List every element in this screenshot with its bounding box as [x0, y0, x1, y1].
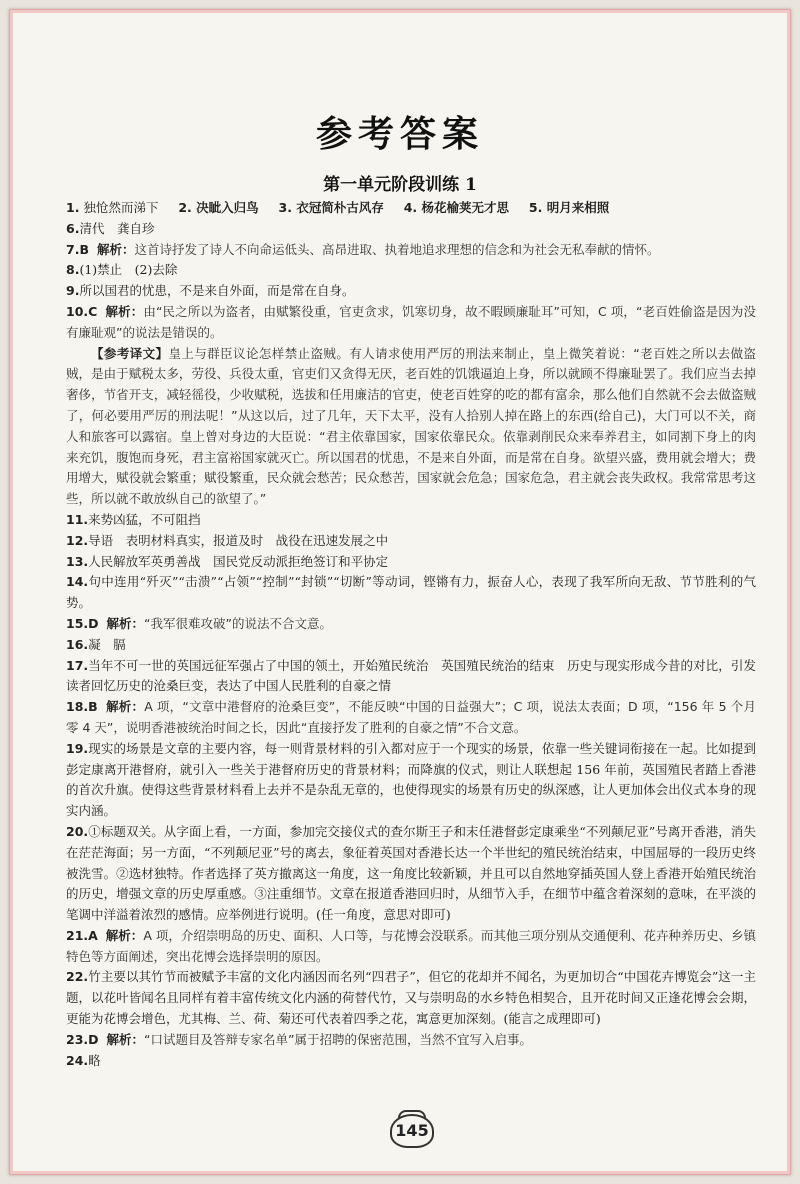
- answer-item: [66, 1030, 756, 1051]
- item-number: 23.: [66, 1031, 89, 1047]
- answer-text: A 项，介绍崇明岛的历史、面积、人口等，与花博会没联系。而其他三项分别从交通便利、花卉种养历史、乡镇特色等方面阐述，突出花博会选择崇明的原因。: [66, 927, 756, 964]
- item-number: 10.: [66, 303, 89, 319]
- item-number: 18.: [66, 699, 89, 715]
- answer-item: [66, 198, 756, 219]
- analysis-label: 解析：: [106, 699, 145, 715]
- answer-item: [66, 656, 756, 698]
- answer-item: [66, 302, 756, 344]
- answer-text: (1)禁止 (2)去除: [79, 262, 178, 278]
- answer-text: 略: [88, 1052, 101, 1068]
- answer-text: “口试题目及答辩专家名单”属于招聘的保密范围，当然不宜写入启事。: [144, 1031, 532, 1047]
- answer-text: ①标题双关。从字面上看，一方面，参加完交接仪式的查尔斯王子和末任港督彭定康乘坐“不列颠尼亚”号离开香港，消失在茫茫海面；另一方面，“不列颠尼亚”号的离去，象征着英国对香港长达一个半世纪的殖民统治结束，中国屈辱的一段历史终被洗雪。②选材独特。作者选择了英方撤离这一角度，这一角度比较新颖，并且可以自然地穿插英国人登上香港开始殖民统治的历史，增强文章的历史厚重感。③注重细节。文章在报道香港回归时，从细节入手，在细节中蕴含着深刻的意味，在平淡的笔调中洋溢着浓烈的感情。应举例进行说明。(任一角度，意思对即可): [66, 823, 756, 923]
- item-number: 14.: [66, 574, 89, 590]
- answer-choice: D: [88, 615, 99, 631]
- translation-paragraph: [66, 344, 756, 510]
- answer-text: 来势凶猛，不可阻挡: [88, 511, 201, 527]
- section-title: 第一单元阶段训练 1: [323, 175, 477, 195]
- answer-text: 4. 杨花榆荚无才思: [403, 200, 510, 215]
- answer-text: 所以国君的忧患，不是来自外面，而是常在自身。: [79, 283, 355, 299]
- answer-text: 5. 明月来相照: [528, 200, 610, 215]
- answer-item: [66, 552, 756, 573]
- answer-item: [66, 739, 756, 822]
- item-number: 12.: [66, 532, 89, 548]
- answer-item: [66, 926, 756, 968]
- item-number: 20.: [66, 823, 89, 839]
- item-number: 21.: [66, 927, 89, 943]
- answer-item: [66, 1051, 756, 1072]
- answer-item: [66, 510, 756, 531]
- item-number: 13.: [66, 553, 89, 569]
- item-number: 22.: [66, 969, 89, 985]
- answer-list: [66, 198, 756, 1071]
- item-number: 9.: [66, 283, 80, 299]
- item-number: 16.: [66, 636, 89, 652]
- answer-item: [66, 531, 756, 552]
- answer-text: 竹主要以其竹节而被赋予丰富的文化内涵因而名列“四君子”，但它的花却并不闻名，为更加切合“中国花卉博览会”这一主题，以花叶皆闻名且同样有着丰富传统文化内涵的荷替代竹，又与崇明岛的水乡特色相契合，且开花时间又正逢花博会会期，更能为花博会增色，尤其梅、兰、荷、菊还可代表着四季之花，寓意更加深刻。(能言之成理即可): [66, 969, 756, 1027]
- answer-item: [66, 697, 756, 739]
- answer-text: 当年不可一世的英国远征军强占了中国的领土，开始殖民统治 英国殖民统治的结束 历史与现实形成今昔的对比，引发读者回忆历史的沧桑巨变，表达了中国人民胜利的自豪之情: [66, 657, 756, 694]
- answer-item: [66, 822, 756, 926]
- answer-text: 清代 龚自珍: [79, 220, 155, 236]
- answer-item: [66, 614, 756, 635]
- answer-choice: C: [88, 303, 98, 319]
- answer-text: 3. 衣冠简朴古风存: [278, 200, 384, 215]
- analysis-label: 解析：: [105, 303, 144, 319]
- item-number: 15.: [66, 615, 89, 631]
- item-number: 24.: [66, 1052, 89, 1068]
- analysis-label: 解析：: [105, 927, 144, 943]
- item-number: 6.: [66, 220, 80, 236]
- answer-text: 2. 决眦入归鸟: [178, 200, 259, 215]
- answer-text: 这首诗抒发了诗人不向命运低头、高昂进取、执着地追求理想的信念和为社会无私奉献的情怀。: [134, 241, 660, 257]
- answer-item: [66, 281, 756, 302]
- answer-text: 由“民之所以为盗者，由赋繁役重，官吏贪求，饥寒切身，故不暇顾廉耻耳”可知，C 项，“老百姓偷盗是因为没有廉耻观”的说法是错误的。: [66, 303, 756, 340]
- answer-item: [66, 635, 756, 656]
- page-title: 参考答案: [315, 114, 484, 155]
- answer-text: 独怆然而涕下: [83, 200, 159, 215]
- translation-text: 皇上与群臣议论怎样禁止盗贼。有人请求使用严厉的刑法来制止，皇上微笑着说：“老百姓之所以去做盗贼，是由于赋税太多，劳役、兵役太重，官吏们又贪得无厌，老百姓的饥饿逼迫上身，所以就顾不得廉耻罢了。我们应当去掉奢侈，节省开支，减轻徭役，少收赋税，选拔和任用廉洁的官吏，使老百姓穿的吃的都有富余，那么他们自然就不会去做盗贼了，何必要用严厉的刑法呢！”从这以后，过了几年，天下太平，没有人拾别人掉在路上的东西(给自己)，大门可以不关，商人和旅客可以露宿。皇上曾对身边的大臣说：“君主依靠国家，国家依靠民众。依靠剥削民众来奉养君主，如同割下身上的肉来充饥，腹饱而身死，君主富裕国家就灭亡。所以国君的忧患，不是来自外面，而是常在自身。欲望兴盛，费用就会增大；费用增大，赋役就会繁重；赋役繁重，民众就会愁苦；民众愁苦，国家就会危急；国家危急，君主就会丧失政权。我常常思考这些，所以就不敢放纵自己的欲望了。”: [66, 345, 756, 507]
- answer-item: [66, 240, 756, 261]
- translation-label: 【参考译文】: [91, 345, 169, 361]
- answer-text: 现实的场景是文章的主要内容，每一则背景材料的引入都对应于一个现实的场景，依靠一些关键词衔接在一起。比如提到彭定康离开港督府，就引入一些关于港督府历史的背景材料；而降旗的仪式，则让人联想起 156 年前，英国殖民者踏上香港的首次升旗。使得这些背景材料看上去并不是杂乱无章的，也使得现实的场景有历史的纵深感，让人更加体会出仪式本身的现实内涵。: [66, 740, 756, 819]
- answer-item: [66, 967, 756, 1029]
- page-number-badge: 145: [390, 1114, 434, 1148]
- answer-text: 凝 膈: [88, 636, 126, 652]
- answer-text: 人民解放军英勇善战 国民党反动派拒绝签订和平协定: [88, 553, 389, 569]
- item-number: 19.: [66, 740, 89, 756]
- page-sheet: [9, 9, 791, 1175]
- analysis-label: 解析：: [106, 1031, 145, 1047]
- answer-text: “我军很难攻破”的说法不合文意。: [144, 615, 332, 631]
- analysis-label: 解析：: [106, 615, 145, 631]
- item-number: 7.: [66, 241, 80, 257]
- answer-text: 句中连用“歼灭”“击溃”“占领”“控制”“封锁”“切断”等动词，铿锵有力，振奋人心，表现了我军所向无敌、节节胜利的气势。: [66, 574, 756, 611]
- answer-text: A 项，“文章中港督府的沧桑巨变”，不能反映“中国的日益强大”；C 项，说法太表面；D 项，“156 年 5 个月零 4 天”，说明香港被统治时间之长，因此“直接抒发了胜利的自豪之情”不合文意。: [66, 699, 756, 735]
- item-number: 8.: [66, 262, 80, 278]
- item-number: 11.: [66, 511, 89, 527]
- answer-choice: B: [79, 241, 89, 257]
- answer-item: [66, 572, 756, 614]
- answer-text: 导语 表明材料真实，报道及时 战役在迅速发展之中: [88, 532, 389, 548]
- answer-choice: A: [88, 927, 98, 943]
- item-number: 17.: [66, 657, 89, 673]
- analysis-label: 解析：: [96, 241, 135, 257]
- answer-item: [66, 260, 756, 281]
- answer-choice: B: [88, 699, 98, 715]
- item-number: 1.: [66, 200, 80, 215]
- answer-choice: D: [88, 1031, 99, 1047]
- answer-item: [66, 219, 756, 240]
